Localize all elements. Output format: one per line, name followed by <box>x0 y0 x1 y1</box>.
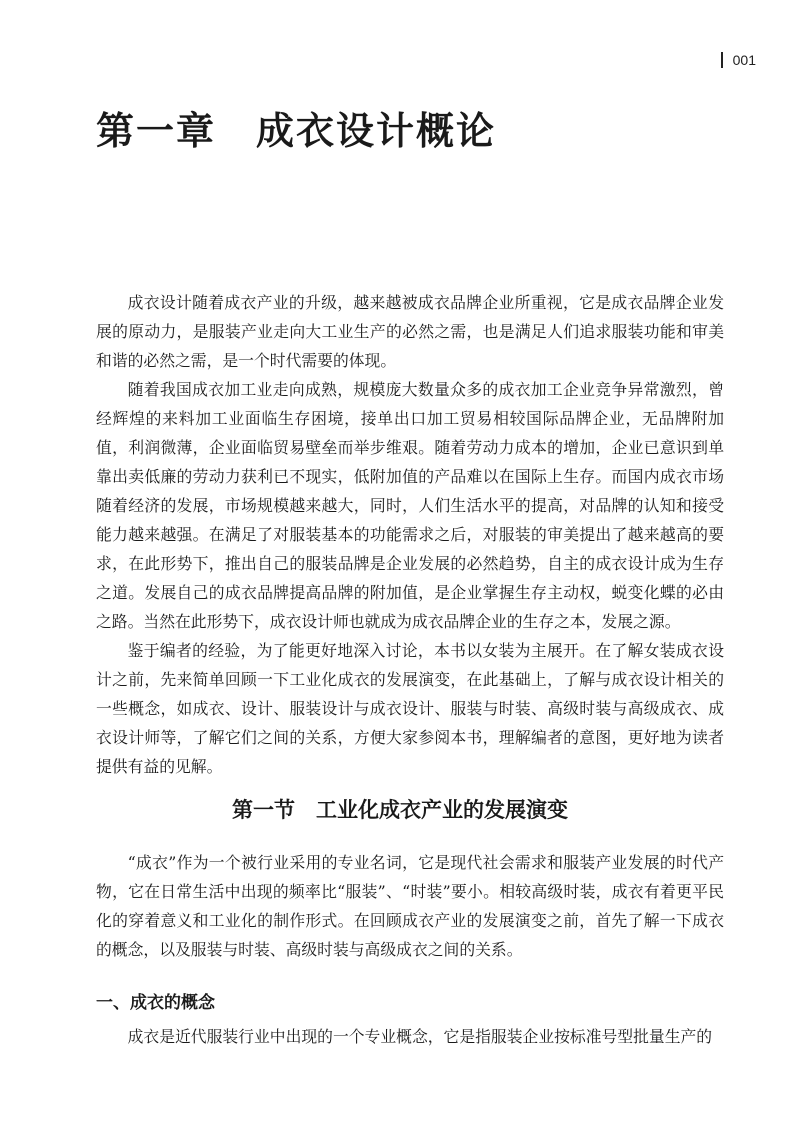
chapter-title: 第一章 成衣设计概论 <box>96 108 497 153</box>
intro-paragraph-2: 随着我国成衣加工业走向成熟，规模庞大数量众多的成衣加工企业竞争异常激烈，曾经辉煌的来料加工业面临生存困境，接单出口加工贸易相较国际品牌企业，无品牌附加值，利润微薄，企业面临贸易壁垒而举步维艰。随着劳动力成本的增加，企业已意识到单靠出卖低廉的劳动力获利已不现实，低附加值的产品难以在国际上生存。而国内成衣市场随着经济的发展，市场规模越来越大，同时，人们生活水平的提高，对品牌的认知和接受能力越来越强。在满足了对服装基本的功能需求之后，对服装的审美提出了越来越高的要求，在此形势下，推出自己的服装品牌是企业发展的必然趋势，自主的成衣设计成为生存之道。发展自己的成衣品牌提高品牌的附加值，是企业掌握生存主动权，蜕变化蝶的必由之路。当然在此形势下，成衣设计师也就成为成衣品牌企业的生存之本，发展之源。 <box>96 380 724 631</box>
page-number <box>721 52 756 68</box>
subsection-paragraph-1: 成衣是近代服装行业中出现的一个专业概念，它是指服装企业按标准号型批量生产的 <box>127 1027 713 1046</box>
page-number-divider <box>721 52 723 68</box>
section-paragraph-1: “成衣”作为一个被行业采用的专业名词，它是现代社会需求和服装产业发展的时代产物，它在日常生活中出现的频率比“服装”、“时装”要小。相较高级时装，成衣有着更平民化的穿着意义和工业化的制作形式。在回顾成衣产业的发展演变之前，首先了解一下成衣的概念，以及服装与时装、高级时装与高级成衣之间的关系。 <box>96 853 724 959</box>
subsection-text <box>96 1022 724 1051</box>
section-text <box>96 848 724 964</box>
intro-text <box>96 288 724 781</box>
page-number-text: 001 <box>732 52 756 68</box>
subsection-title: 一、成衣的概念 <box>96 993 215 1013</box>
intro-paragraph-3: 鉴于编者的经验，为了能更好地深入讨论，本书以女装为主展开。在了解女装成衣设计之前，先来简单回顾一下工业化成衣的发展演变，在此基础上，了解与成衣设计相关的一些概念，如成衣、设计、服装设计与成衣设计、服装与时装、高级时装与高级成衣、成衣设计师等，了解它们之间的关系，方便大家参阅本书，理解编者的意图，更好地为读者提供有益的见解。 <box>96 641 724 776</box>
section-title: 第一节 工业化成衣产业的发展演变 <box>232 798 568 822</box>
intro-paragraph-1: 成衣设计随着成衣产业的升级，越来越被成衣品牌企业所重视，它是成衣品牌企业发展的原动力，是服装产业走向大工业生产的必然之需，也是满足人们追求服装功能和审美和谐的必然之需，是一个时代需要的体现。 <box>96 293 724 370</box>
